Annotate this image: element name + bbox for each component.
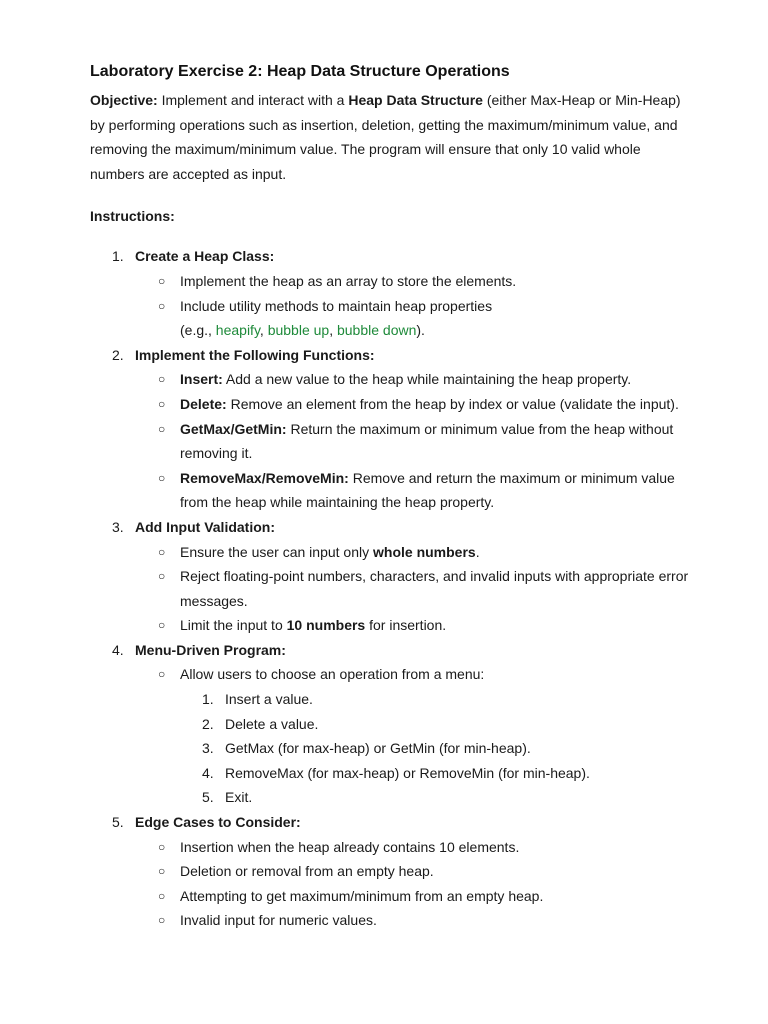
objective-text-2: (either Max-Heap or Min-Heap) by performing operations such as insertion, deletion, getting the maximum/minimum value, and removing the maximum/minimum value. The program will ensure that only 10 valid whole numbers are accepted as input. — [90, 92, 681, 182]
bullet-text-end: . — [475, 543, 480, 560]
bullet-circle-icon: ○ — [158, 569, 166, 584]
menu-option-number: 1. — [202, 691, 214, 708]
heapify-link[interactable]: heapify — [215, 322, 260, 339]
objective-label: Objective: — [90, 92, 158, 108]
bullet-item — [90, 269, 690, 294]
bullet-emphasis: 10 numbers — [286, 617, 366, 634]
separator: , — [259, 322, 268, 339]
step-title: Edge Cases to Consider: — [135, 814, 301, 831]
bullet-circle-icon: ○ — [158, 667, 166, 682]
menu-option-text: Insert a value. — [225, 691, 313, 708]
bullet-item — [90, 417, 690, 466]
menu-option-item — [90, 785, 690, 810]
menu-option-text: RemoveMax (for max-heap) or RemoveMin (for min-heap). — [225, 764, 590, 781]
step-number: 4. — [112, 641, 124, 658]
bullet-text-end: ). — [416, 322, 425, 339]
bullet-circle-icon: ○ — [158, 864, 166, 879]
instructions-list — [90, 244, 690, 933]
bullet-item — [90, 367, 690, 392]
bullet-label: GetMax/GetMin: — [180, 420, 287, 437]
bullet-item — [90, 540, 690, 565]
menu-option-item — [90, 712, 690, 737]
bullet-item — [90, 884, 690, 909]
bullet-circle-icon: ○ — [158, 888, 166, 903]
bullet-label: RemoveMax/RemoveMin: — [180, 469, 349, 486]
bullet-emphasis: whole numbers — [373, 543, 476, 560]
bullet-item — [90, 294, 690, 343]
bullet-item — [90, 835, 690, 860]
menu-option-number: 4. — [202, 764, 214, 781]
document-title: Laboratory Exercise 2: Heap Data Structure Operations — [90, 63, 510, 80]
step-item — [90, 244, 690, 269]
bullet-circle-icon: ○ — [158, 544, 166, 559]
menu-option-text: GetMax (for max-heap) or GetMin (for min-heap). — [225, 740, 531, 757]
bullet-text: Remove an element from the heap by index or value (validate the input). — [226, 395, 679, 412]
step-title: Add Input Validation: — [135, 518, 275, 535]
menu-option-item — [90, 736, 690, 761]
step-item — [90, 810, 690, 835]
separator: , — [329, 322, 337, 339]
bullet-circle-icon: ○ — [158, 273, 166, 288]
step-number: 5. — [112, 814, 124, 831]
bullet-text: Limit the input to — [180, 617, 287, 634]
bullet-text: Remove and return the maximum or minimum value from the heap while maintaining the heap property. — [180, 469, 675, 511]
objective-paragraph — [90, 88, 690, 186]
step-item — [90, 343, 690, 368]
bullet-circle-icon: ○ — [158, 421, 166, 436]
bullet-text: Add a new value to the heap while maintaining the heap property. — [222, 371, 632, 388]
menu-option-item — [90, 761, 690, 786]
objective-text-1: Implement and interact with a — [157, 92, 349, 108]
bullet-text: Reject floating-point numbers, characters, and invalid inputs with appropriate error messages. — [180, 568, 689, 609]
menu-option-number: 5. — [202, 789, 214, 806]
bullet-item — [90, 662, 690, 687]
bubble-up-link[interactable]: bubble up — [267, 322, 330, 339]
bullet-circle-icon: ○ — [158, 470, 166, 485]
menu-option-item — [90, 687, 690, 712]
bullet-text: Allow users to choose an operation from a menu: — [180, 666, 485, 683]
bullet-item — [90, 466, 690, 515]
step-number: 1. — [112, 248, 124, 265]
bullet-item — [90, 613, 690, 638]
menu-option-text: Delete a value. — [225, 715, 319, 732]
bullet-item — [90, 392, 690, 417]
bullet-circle-icon: ○ — [158, 298, 166, 313]
menu-option-number: 3. — [202, 740, 214, 757]
menu-option-text: Exit. — [225, 789, 253, 806]
bullet-label: Delete: — [180, 395, 227, 412]
bullet-item — [90, 908, 690, 933]
bullet-circle-icon: ○ — [158, 839, 166, 854]
step-item — [90, 638, 690, 663]
bullet-text: Deletion or removal from an empty heap. — [180, 863, 434, 880]
bullet-text: Insertion when the heap already contains 10 elements. — [180, 838, 520, 855]
bullet-text: Implement the heap as an array to store the elements. — [180, 272, 517, 289]
bullet-item — [90, 859, 690, 884]
bullet-text-cont: (e.g., — [180, 322, 216, 339]
step-number: 3. — [112, 518, 124, 535]
bullet-circle-icon: ○ — [158, 913, 166, 928]
bullet-text: Ensure the user can input only — [180, 543, 374, 560]
bullet-circle-icon: ○ — [158, 618, 166, 633]
bullet-text: Return the maximum or minimum value from the heap without removing it. — [180, 420, 674, 462]
step-title: Create a Heap Class: — [135, 248, 275, 265]
objective-heap-term: Heap Data Structure — [348, 92, 483, 108]
menu-option-number: 2. — [202, 715, 214, 732]
bullet-text-end: for insertion. — [365, 617, 447, 634]
bullet-circle-icon: ○ — [158, 372, 166, 387]
step-title: Menu-Driven Program: — [135, 641, 286, 658]
bullet-text: Attempting to get maximum/minimum from an empty heap. — [180, 887, 544, 904]
bullet-circle-icon: ○ — [158, 396, 166, 411]
document-page — [90, 60, 690, 933]
bullet-text: Invalid input for numeric values. — [180, 912, 377, 929]
step-title: Implement the Following Functions: — [135, 346, 375, 363]
bullet-label: Insert: — [180, 371, 223, 388]
step-item — [90, 515, 690, 540]
step-number: 2. — [112, 346, 124, 363]
instructions-heading: Instructions: — [90, 208, 175, 225]
bullet-text: Include utility methods to maintain heap properties — [180, 297, 493, 314]
bubble-down-link[interactable]: bubble down — [336, 322, 417, 339]
bullet-item — [90, 564, 690, 613]
